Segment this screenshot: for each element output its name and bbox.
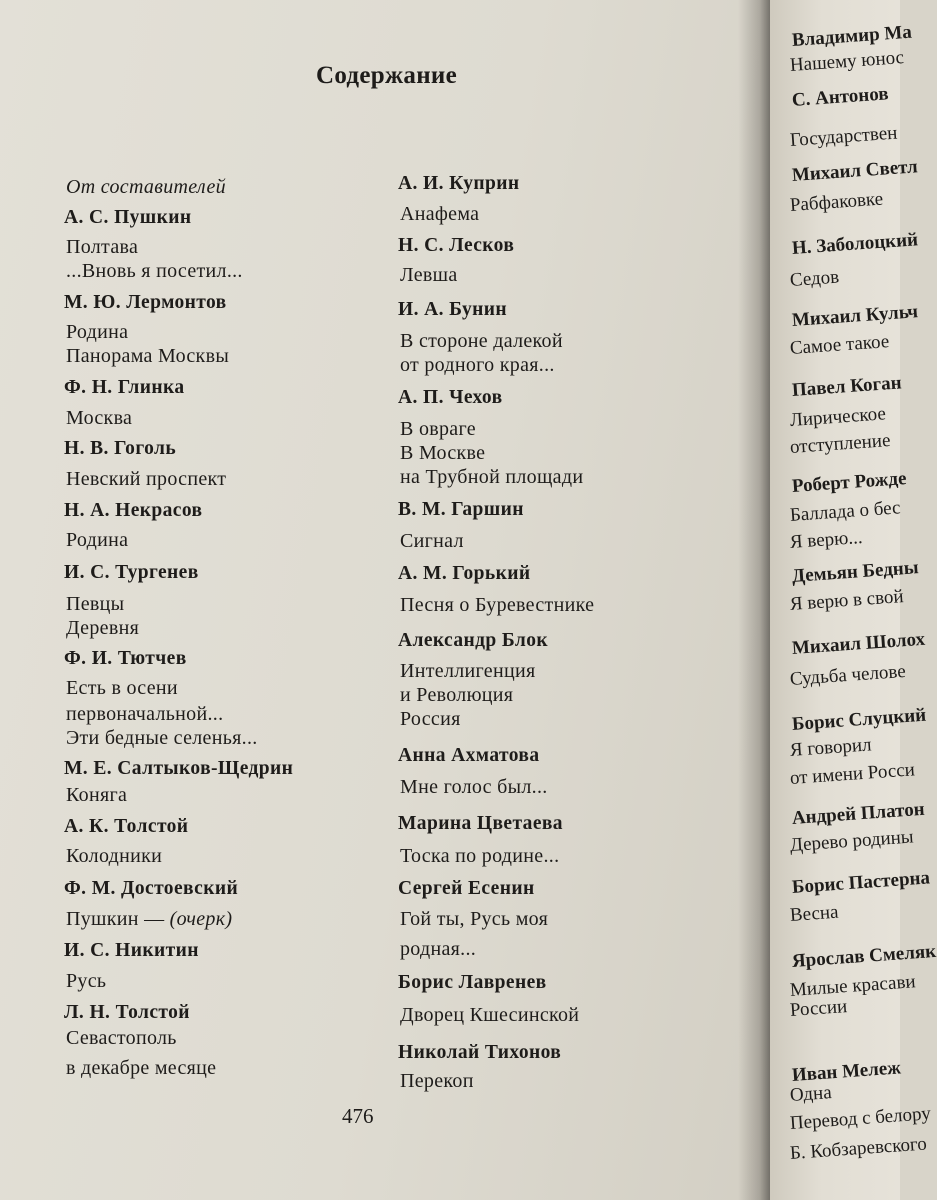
toc-left-author-heading xyxy=(64,1002,190,1024)
author-name: Н. А. Некрасов xyxy=(64,500,203,521)
toc-left-work-title xyxy=(66,407,132,430)
work-name: от родного края... xyxy=(400,354,555,376)
toc-left-author-heading xyxy=(64,878,238,900)
author-name: В. М. Гаршин xyxy=(398,499,524,520)
work-name: От составителей xyxy=(66,176,226,198)
author-name: А. И. Куприн xyxy=(398,173,520,194)
toc-left-work-title xyxy=(66,617,139,640)
work-name: Левша xyxy=(400,264,458,286)
toc-right-work-title xyxy=(400,594,594,617)
toc-right-work-title xyxy=(400,442,485,465)
toc-left-work-title xyxy=(66,727,258,750)
work-name: В Москве xyxy=(400,442,486,464)
page-title: Содержание xyxy=(316,62,458,89)
toc-left-author-heading xyxy=(64,292,227,314)
toc-right-work-title xyxy=(400,466,583,489)
next-page-work: Дерево родины xyxy=(789,826,915,856)
toc-right-work-title xyxy=(400,660,535,683)
author-name: Николай Тихонов xyxy=(398,1042,562,1063)
work-name: Полтава xyxy=(66,236,139,258)
work-name: Сигнал xyxy=(400,530,464,552)
toc-right-author-heading xyxy=(398,745,539,767)
work-name: Москва xyxy=(66,407,133,429)
page-number: 476 xyxy=(342,1104,374,1128)
work-name: Родина xyxy=(66,529,129,551)
work-name: Эти бедные селенья... xyxy=(66,727,258,749)
toc-left-work-title xyxy=(66,784,127,807)
work-name: Тоска по родине... xyxy=(400,845,560,867)
next-page-author: Демьян Бедны xyxy=(791,557,920,587)
work-name: Анафема xyxy=(400,203,480,225)
next-page-author: Борис Слуцкий xyxy=(791,704,927,735)
toc-left-work-title xyxy=(66,468,226,491)
work-name: Родина xyxy=(66,321,129,343)
next-page-author: Михаил Шолох xyxy=(791,628,926,659)
work-name: Перекоп xyxy=(400,1070,474,1092)
work-name: Дворец Кшесинской xyxy=(400,1004,580,1026)
toc-right-work-title xyxy=(400,1004,579,1027)
next-page-author: Роберт Рожде xyxy=(791,468,908,497)
toc-right-work-title xyxy=(400,708,461,731)
toc-right-author-heading xyxy=(398,630,548,652)
work-name: Мне голос был... xyxy=(400,776,548,798)
work-name: Деревня xyxy=(66,617,140,639)
author-name: Н. В. Гоголь xyxy=(64,438,177,459)
next-page-work: Рабфаковке xyxy=(789,188,884,216)
toc-right-author-heading xyxy=(398,499,524,521)
work-name: Певцы xyxy=(66,593,125,615)
next-page-author: Михаил Светл xyxy=(791,156,919,186)
toc-right-work-title xyxy=(400,684,513,707)
toc-left-author-heading xyxy=(64,758,293,780)
toc-left-work-title xyxy=(66,677,178,700)
work-name: ...Вновь я посетил... xyxy=(66,260,243,282)
author-name: Борис Лавренев xyxy=(398,972,547,993)
next-page-work: Самое такое xyxy=(789,331,890,359)
work-name: Есть в осени xyxy=(66,677,178,699)
author-name: Н. С. Лесков xyxy=(398,235,515,256)
author-name: А. С. Пушкин xyxy=(64,207,192,228)
next-page-work: Я верю в свой xyxy=(789,586,905,615)
next-page-author: Владимир Ма xyxy=(791,21,913,51)
toc-left-author-heading xyxy=(64,816,188,838)
work-name: Пушкин — xyxy=(66,908,170,930)
work-name: Россия xyxy=(400,708,461,730)
next-page-author: Иван Мележ xyxy=(791,1057,902,1086)
next-page-work: Одна xyxy=(789,1082,833,1106)
toc-left-work-title xyxy=(66,236,138,259)
author-name: Анна Ахматова xyxy=(398,745,540,766)
toc-right-author-heading xyxy=(398,878,535,900)
work-name: Гой ты, Русь моя xyxy=(400,908,549,930)
work-name: родная... xyxy=(400,938,477,960)
next-page-author: С. Антонов xyxy=(791,83,890,111)
work-name: в декабре месяце xyxy=(66,1057,217,1079)
next-page-work: Перевод с белору xyxy=(789,1103,932,1134)
next-page-author: Борис Пастерна xyxy=(791,867,931,898)
toc-left-author-heading xyxy=(64,438,176,460)
author-name: И. С. Никитин xyxy=(64,940,199,961)
toc-right-work-title xyxy=(400,264,458,287)
next-page-work: Я верю... xyxy=(789,526,864,553)
work-name: Песня о Буревестнике xyxy=(400,594,595,616)
toc-left-author-heading xyxy=(64,940,199,962)
toc-left-author-heading xyxy=(64,500,202,522)
author-name: Сергей Есенин xyxy=(398,878,535,899)
toc-right-work-title xyxy=(400,938,476,961)
toc-left-author-heading xyxy=(64,377,185,399)
toc-right-work-title xyxy=(400,845,559,868)
toc-right-author-heading xyxy=(398,173,520,195)
toc-right-author-heading xyxy=(398,235,514,257)
toc-right-work-title xyxy=(400,1070,474,1093)
work-name: Панорама Москвы xyxy=(66,345,230,367)
toc-left-work-title xyxy=(66,529,128,552)
author-name: А. К. Толстой xyxy=(64,816,189,837)
author-name: М. Ю. Лермонтов xyxy=(64,292,227,313)
next-page-author: Михаил Кульч xyxy=(791,301,919,331)
toc-left-work-title xyxy=(66,1027,177,1050)
work-name: Колодники xyxy=(66,845,163,867)
next-page-work: Седов xyxy=(789,266,840,291)
toc-right-author-heading xyxy=(398,387,503,409)
next-page-work: отступление xyxy=(789,430,892,458)
author-name: Ф. М. Достоевский xyxy=(64,878,239,899)
toc-left-work-title xyxy=(66,260,243,283)
toc-right-author-heading xyxy=(398,972,547,994)
work-name: Севастополь xyxy=(66,1027,177,1049)
toc-left-work-title xyxy=(66,593,124,616)
next-page-author: Ярослав Смеляк xyxy=(791,940,937,972)
toc-left-work-title xyxy=(66,845,162,868)
author-name: А. М. Горький xyxy=(398,563,531,584)
toc-left-work-title xyxy=(66,703,223,726)
toc-right-work-title xyxy=(400,354,555,377)
toc-right-author-heading xyxy=(398,299,507,321)
next-page-work: Милые красави xyxy=(789,971,917,1001)
author-name: И. А. Бунин xyxy=(398,299,508,320)
work-name: В овраге xyxy=(400,418,476,440)
work-name: Интеллигенция xyxy=(400,660,536,682)
next-page-work: Лирическое xyxy=(789,403,887,431)
next-page-work: Нашему юнос xyxy=(789,47,905,76)
author-name: Марина Цветаева xyxy=(398,813,563,834)
work-name: Коняга xyxy=(66,784,128,806)
toc-right-work-title xyxy=(400,776,548,799)
toc-left-work-title xyxy=(66,176,226,199)
next-page-author: Андрей Платон xyxy=(791,798,926,829)
toc-left-work-title xyxy=(66,908,232,931)
toc-right-work-title xyxy=(400,908,548,931)
toc-right-author-heading xyxy=(398,813,563,835)
work-name: и Революция xyxy=(400,684,514,706)
toc-right-work-title xyxy=(400,203,479,226)
next-page-work: России xyxy=(789,996,848,1021)
author-name: М. Е. Салтыков-Щедрин xyxy=(64,758,294,779)
next-page-work: Весна xyxy=(789,901,840,926)
next-page-author: Павел Коган xyxy=(791,372,903,401)
toc-left-work-title xyxy=(66,970,106,993)
toc-left-author-heading xyxy=(64,562,199,584)
toc-left-author-heading xyxy=(64,207,192,229)
next-page-author: Н. Заболоцкий xyxy=(791,229,919,259)
toc-left-work-title xyxy=(66,1057,216,1080)
toc-left-author-heading xyxy=(64,648,187,670)
work-name: В стороне далекой xyxy=(400,330,563,352)
next-page-work: от имени Росси xyxy=(789,759,916,789)
author-name: Ф. Н. Глинка xyxy=(64,377,185,398)
toc-left-work-title xyxy=(66,345,229,368)
work-name: на Трубной площади xyxy=(400,466,584,488)
next-page-work: Государствен xyxy=(789,122,899,151)
author-name: Александр Блок xyxy=(398,630,549,651)
author-name: И. С. Тургенев xyxy=(64,562,199,583)
right-page xyxy=(770,0,937,1200)
toc-right-author-heading xyxy=(398,563,531,585)
next-page-work: Б. Кобзаревского xyxy=(789,1133,928,1164)
toc-right-work-title xyxy=(400,530,464,553)
author-name: Л. Н. Толстой xyxy=(64,1002,190,1023)
work-name: Невский проспект xyxy=(66,468,227,490)
next-page-work: Судьба челове xyxy=(789,660,907,690)
toc-left-work-title xyxy=(66,321,128,344)
next-page-work: Баллада о бес xyxy=(789,497,902,526)
toc-right-work-title xyxy=(400,330,563,353)
author-name: Ф. И. Тютчев xyxy=(64,648,187,669)
next-page-work: Я говорил xyxy=(789,734,873,761)
author-name: А. П. Чехов xyxy=(398,387,503,408)
work-name: Русь xyxy=(66,970,107,992)
toc-right-author-heading xyxy=(398,1042,561,1064)
toc-right-work-title xyxy=(400,418,476,441)
work-name: первоначальной... xyxy=(66,703,224,725)
work-subtitle: (очерк) xyxy=(169,908,233,930)
